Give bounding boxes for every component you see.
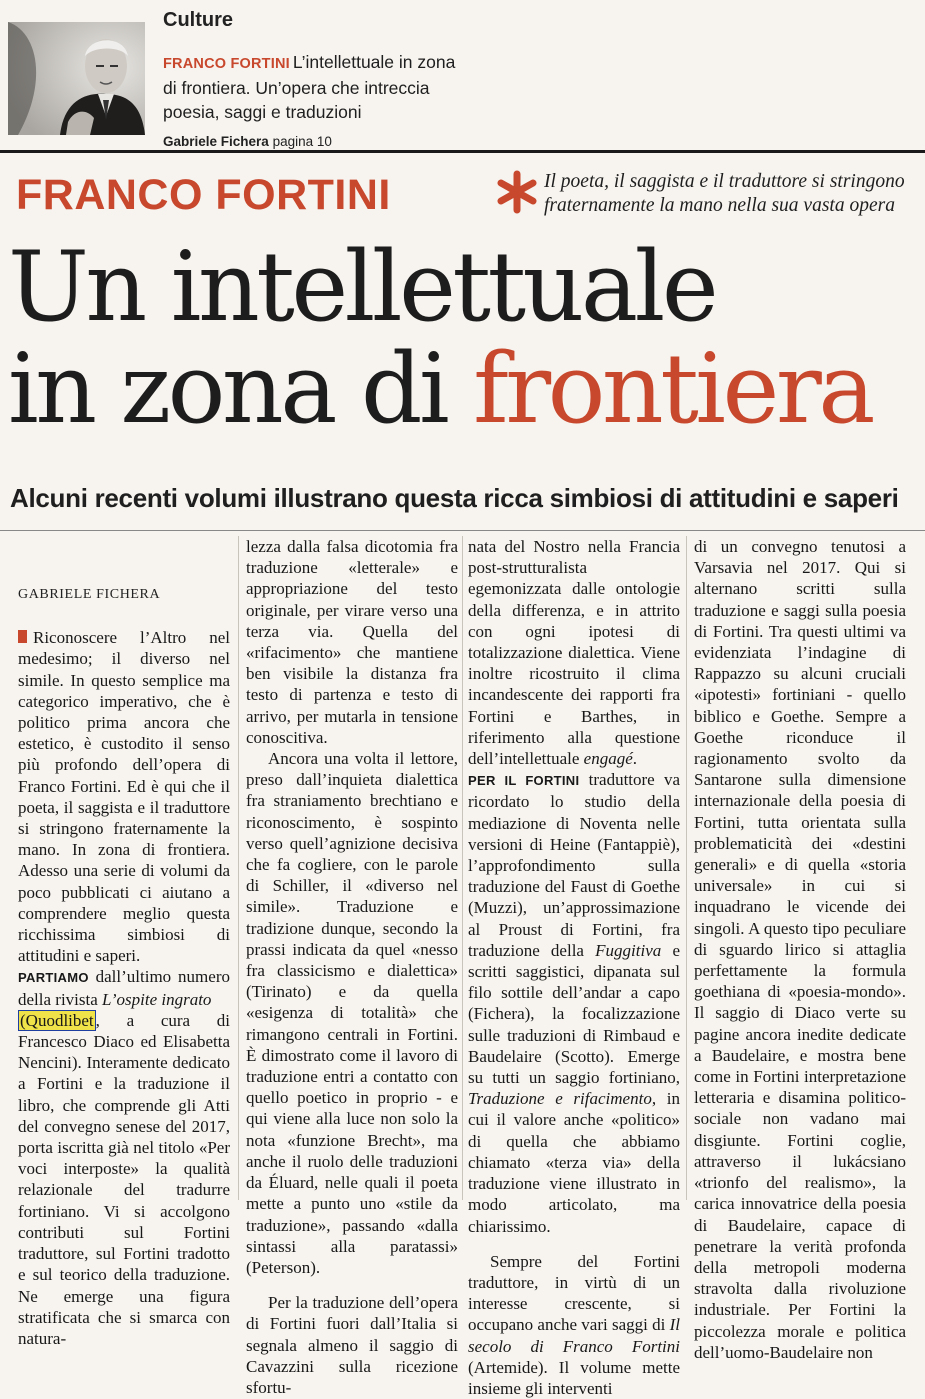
column-2 [246,536,458,1397]
paragraph: lezza dalla falsa dicotomia fra traduzione «letterale» e appropriazione del testo originale, per virare verso una terza via. Quella del «rifacimento» che mantiene ben visibile la distanza fra testo di partenza e testo di arrivo, per mutarla in tensione conoscitiva. [246,537,458,747]
top-divider [0,150,925,153]
kicker-note: Il poeta, il saggista e il traduttore si stringono fraternamente la mano nella sua vasta opera [544,171,905,216]
column-1 [18,536,230,1348]
highlighted-publisher: (Quodlibet [20,1010,94,1030]
paragraph-text: Riconoscere l’Altro nel medesimo; il diverso nel simile. In questo semplice ma categorico imperativo, che è politico prima ancora che estetico, è custodito il senso più profondo dell’opera di Franco Fortini. Ed è qui che il poeta, il saggista e il traduttore si stringono fraternamente la mano. In zona di frontiera. Adesso una serie di volumi da poco pubblicati ci aiutano a comprendere meglio questa ricchissima simbiosi di attitudini e saperi. [18,628,230,966]
paragraph: Per la traduzione dell’opera di Fortini fuori dall’Italia si segnala almeno il saggio di Cavazzini sulla ricezione sfortu- [246,1293,458,1397]
paragraph-text: dall’ultimo numero della rivista [18,967,230,1009]
italic-title: Il secolo di Franco Fortini [468,1315,680,1356]
paragraph [18,627,230,966]
article-subhead: Alcuni recenti volumi illustrano questa ricca simbiosi di attitudini e saperi [10,483,899,513]
italic-title: Traduzione e rifacimento [468,1089,652,1109]
paragraph-text: traduttore va ricordato lo studio della mediazione di Noventa nelle versioni di Heine (Fantappiè), l’approfondimento sulla traduzione del Faust di Goethe (Muzzi), un’approssimazione al Proust di Fortini, fra traduzione della [468,770,680,960]
paragraph [18,966,230,1349]
italic-title: Fuggitiva [595,940,662,960]
paragraph-text: Sempre del Fortini traduttore, in virtù di un interesse crescente, si occupano anche vari saggi di [468,1251,680,1335]
teaser-kicker: FRANCO FORTINI [163,56,290,72]
paragraph: Ancora una volta il lettore, preso dall’inquieta dialettica fra straniamento brechtiano e riconoscimento, è sospinto verso quell’agnizione decisiva che fa cogliere, con le parole di Schiller, il «diverso nel simile». Traduzione e tradizione dunque, secondo la prassi indicata da quel «nesso fra classicismo e dialettica» (Tirinato) e da quella «esigenza di totalità» che rimangono centrali in Fortini. È dimostrato come il lavoro di traduzione entri a contatto con quello poetico in proprio - e qui viene alla luce non solo la nota «funzione Brecht», ma anche il ruolo delle traduzioni da Éluard, nelle quali il poeta mette a punto uno «stile da traduzione», passando «dalla sintassi alla paratassi» (Peterson). [246,749,458,1277]
paragraph-text: . [632,749,637,769]
paragraph-text: , a cura di Francesco Diaco ed Elisabetta Nencini). Interamente dedicato a Fortini e la traduzione il libro, che comprende gli Atti del convegno senese del 2017, porta iscritta già nel titolo «Per voci interposte» la qualità relazionale del tradurre fortiniano. Vi si accolgono contributi sul Fortini traduttore, sul Fortini tradotto e sul teorico della traduzione. Ne emerge una figura stratificata che si smarca con natura- [18,1010,230,1348]
author-portrait-photo [8,22,145,135]
article-kicker: FRANCO FORTINI [16,171,391,219]
teaser-credit [163,134,903,149]
paragraph [468,1251,680,1399]
journal-title: L’ospite ingrato [102,989,212,1009]
kicker-band [0,164,925,226]
paragraph-mark-icon [18,630,27,643]
run-in-lead: PER IL FORTINI [468,773,580,789]
subhead-divider [0,530,925,531]
column-3 [468,536,680,1398]
run-in-lead: PARTIAMO [18,970,89,986]
teaser-box [0,0,925,150]
paragraph-text: , in cui il valore anche «politico» di quella che abbiamo chiamato «terza via» della traduzione viene illustrato in modo articolato, ma chiarissimo. [468,1089,680,1236]
column-4 [694,536,906,1362]
headline-line-1: Un intellettuale [8,231,716,343]
paragraph-text: nata del Nostro nella Francia post-strutturalista egemonizzata dalle ontologie della differenza, e in attrito con ogni ipotesi di totalizzazione dialettica. Viene inoltre ricostruito il clima incandescente dei rapporti fra Fortini e Barthes, in riferimento alla questione dell’intellettuale [468,537,680,769]
paragraph: di un convegno tenutosi a Varsavia nel 2017. Qui si alternano scritti sulla traduzione e saggi sulla poesia di Fortini. Tra questi ultimi va evidenziata l’indagine di Rappazzo su alcuni cruciali «ipotesti» fortiniani - quello biblico e Goethe. Sempre a Goethe riconduce il ragionamento svolto da Santarone sulla dimensione internazionale della poesia di Fortini, tutta orientata sulla problematicità dei «destini generali» e di quella «storia universale» in cui si inquadrano le vicende dei singoli. A questo tipo peculiare di sguardo lirico si attaglia perfettamente la formula goethiana di «poesia-mondo». Il saggio di Diaco verte su pagine ancora inedite dedicate a Baudelaire, e mostra bene come in Fortini interpretazione letteraria e disamina politico-sociale non vadano mai disgiunte. Fortini coglie, attraverso il lukácsiano «trionfo del realismo», la carica innovatrice della poesia di Baudelaire, capace di penetrare la verità profonda della metropoli moderna stravolta dalla rivoluzione industriale. Per Fortini la piccolezza morale e politica dell’uomo-Baudelaire non [694,537,906,1362]
article-body [0,536,925,1398]
headline-accent-word: frontiera [473,333,872,445]
teaser-blurb [163,50,463,124]
paragraph [468,769,680,1236]
teaser-author: Gabriele Fichera [163,134,269,149]
italic-term: engagé [583,749,633,769]
headline-line-2: in zona di [8,333,474,445]
asterisk-icon [497,170,537,214]
teaser-page-ref: pagina 10 [272,134,332,149]
paragraph-text: e scritti saggistici, dipanata sul filo sottile dell’andar a capo (Fichera), la focalizzazione sulle traduzioni di Rimbaud e Baudelaire (Scotto). Emerge su tutti un saggio fortiniano, [468,940,680,1088]
paragraph-text: (Artemide). Il volume mette insieme gli interventi [468,1357,680,1398]
teaser-blurb-text: L’intellettuale in zona di frontiera. Un’opera che intreccia poesia, saggi e traduzioni [163,52,456,122]
article-headline [8,231,920,445]
section-label: Culture [163,9,233,31]
byline: GABRIELE FICHERA [18,587,161,602]
paragraph [468,536,680,769]
